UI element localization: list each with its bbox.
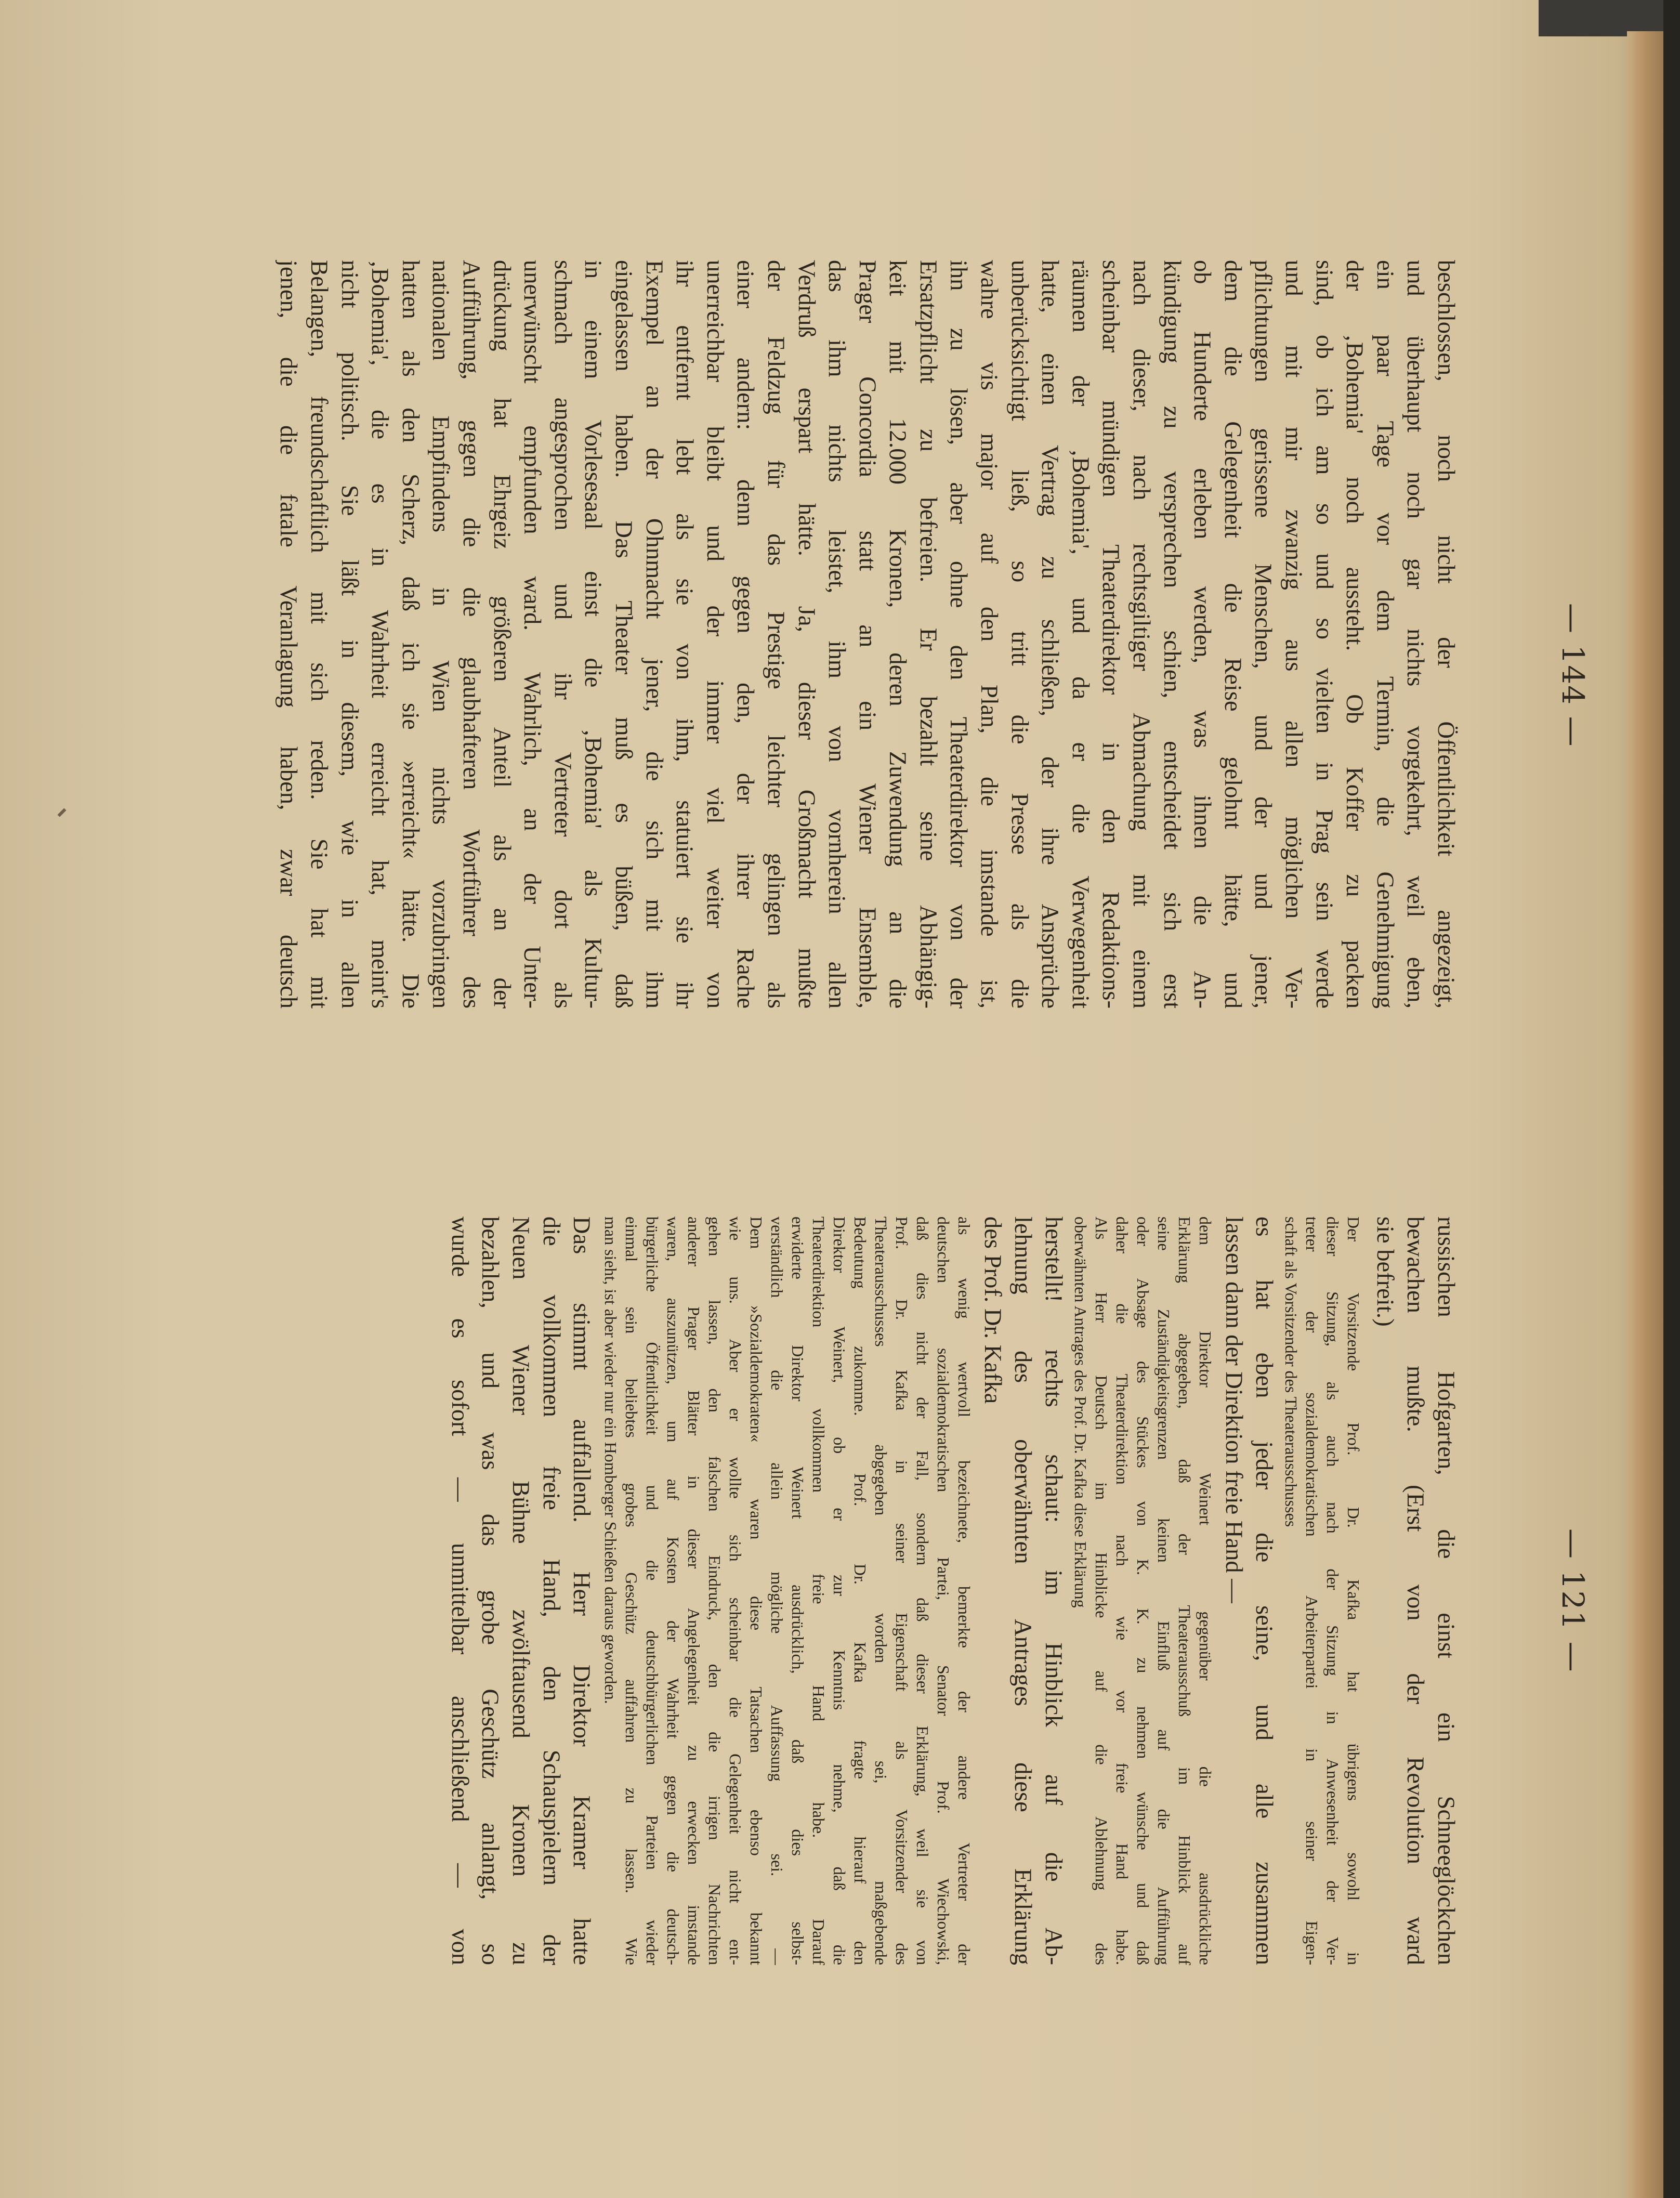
text-line: einer andern: denn gegen den, der ihrer Rache: [732, 260, 759, 1009]
quote-line: gehen lassen, den falschen Eindruck, den die irrigen Nachrichten: [705, 1216, 725, 1965]
page-144: [265, 260, 1591, 1009]
text-line: kündigung zu versprechen schien, entscheidet sich erst: [1158, 260, 1185, 1009]
page-121-text: [444, 1216, 1461, 1965]
text-line: hatten als den Scherz, daß ich sie »erreicht« hätte. Die: [397, 260, 424, 1009]
quote-line: wie uns. Aber er wollte sich scheinbar die Gelegenheit nicht ent-: [726, 1216, 745, 1965]
text-line: und mit mir zwanzig aus allen möglichen Ver-: [1280, 260, 1307, 1009]
text-line: und überhaupt noch gar nichts vorgekehrt, weil eben,: [1402, 260, 1429, 1009]
text-line: bewachen mußte. (Erst von der Revolution ward: [1402, 1216, 1429, 1965]
quote-line: Dem »Sozialdemokraten« waren diese Tatsachen ebenso bekannt: [747, 1216, 766, 1965]
text-line: sind, ob ich am so und so vielten in Prag sein werde: [1310, 260, 1337, 1009]
quote-line: daher die Theaterdirektion nach wie vor freie Hand habe.: [1113, 1216, 1132, 1965]
quote-line: anderer Prager Blätter in dieser Angelegenheit zu erwecken imstande: [685, 1216, 704, 1965]
page-number-121: — 121 —: [1555, 1528, 1591, 1673]
scan-border: [1663, 0, 1680, 2198]
text-line: Belangen, freundschaftlich mit sich reden. Sie hat mit: [306, 260, 333, 1009]
quote-line: oberwähnten Antrages des Prof. Dr. Kafka diese Erklärung: [1071, 1216, 1091, 1608]
quote-line: seine Zuständigkeitsgrenzen keinen Einfluß auf die Aufführung: [1154, 1216, 1174, 1965]
text-line: keit mit 12.000 Kronen, deren Zuwendung an die: [884, 260, 911, 1009]
quote-line: Bedeutung zukomme. Prof. Dr. Kafka fragte hierauf den: [851, 1216, 870, 1965]
text-line: schmach angesprochen und ihr Vertreter dort als: [549, 260, 576, 1009]
text-line: beschlossen, noch nicht der Öffentlichkeit angezeigt,: [1433, 260, 1459, 1009]
text-line: hatte, einen Vertrag zu schließen, der ihre Ansprüche: [1036, 260, 1064, 1009]
text-line: pflichtungen gerissene Menschen, und der und jener,: [1250, 260, 1277, 1009]
text-line: nationalen Empfindens in Wien nichts vorzubringen: [427, 260, 454, 1009]
text-line: eingelassen haben. Das Theater muß es büßen, daß: [610, 260, 637, 1009]
text-line: das ihm nichts leistet, ihm von vornherein allen: [823, 260, 850, 1009]
text-line: wahre vis major auf den Plan, die imstande ist,: [976, 260, 1003, 1009]
page-number-144: — 144 —: [1555, 603, 1591, 748]
text-line: dem die Gelegenheit die Reise gelohnt hätte, und: [1219, 260, 1246, 1009]
text-line: scheinbar mündigen Theaterdirektor in den Redaktions-: [1097, 260, 1124, 1009]
quote-line: deutschen sozialdemokratischen Partei, Senator Prof. Wiechowski,: [934, 1216, 953, 1965]
text-line: ihn zu lösen, aber ohne den Theaterdirektor von der: [945, 260, 972, 1009]
text-line: ihr entfernt lebt als sie von ihm, statuiert sie ihr: [671, 260, 698, 1009]
text-line: drückung hat Ehrgeiz größeren Anteil als an der: [488, 260, 515, 1009]
text-line: Aufführung, gegen die die glaubhafteren Wortführer des: [458, 260, 484, 1009]
page-121: [431, 1216, 1591, 1965]
text-line: Exempel an der Ohnmacht jener, die sich mit ihm: [640, 260, 667, 1009]
quote-line: oder Absage des Stückes von K. K. zu nehmen wünsche und daß: [1134, 1216, 1153, 1965]
text-line: lehnung des oberwähnten Antrages diese Erklärung: [1009, 1216, 1036, 1965]
quote-line: daß dies nicht der Fall, sondern daß dieser Erklärung, weil sie von: [913, 1216, 933, 1965]
text-line: der Feldzug für das Prestige leichter gelingen als: [762, 260, 789, 1009]
page-edge: [1627, 31, 1663, 2198]
text-line: Neuen Wiener Bühne zwölftausend Kronen zu: [507, 1216, 534, 1965]
text-line: nicht politisch. Sie läßt in diesem, wie in allen: [336, 260, 363, 1009]
quote-line: als wenig wertvoll bezeichnete, bemerkte der andere Vertreter der: [955, 1216, 974, 1965]
quote-line: erwiderte Direktor Weinert ausdrücklich, daß dies selbst-: [789, 1216, 808, 1965]
quote-line: Theaterausschusses abgegeben worden sei, maßgebende: [872, 1216, 891, 1965]
text-line: räumen der ‚Bohemia', und da er die Verwegenheit: [1067, 260, 1094, 1009]
quote-line: verständlich die allein mögliche Auffassung sei. —: [768, 1216, 787, 1965]
text-line: jenen, die die fatale Veranlagung haben, zwar deutsch: [275, 260, 302, 1009]
quote-line: Theaterdirektion vollkommen freie Hand habe. Darauf: [809, 1216, 829, 1965]
quote-line: dem Direktor Weinert gegenüber die ausdrückliche: [1196, 1216, 1215, 1965]
paragraph-gap: [1364, 1216, 1369, 1965]
text-line: Das stimmt auffallend. Herr Direktor Kramer hatte: [568, 1216, 595, 1965]
text-line: russischen Hofgarten, die einst ein Schneeglöckchen: [1433, 1216, 1459, 1965]
text-line: ob Hunderte erleben werden, was ihnen die An-: [1189, 260, 1216, 1009]
text-line: Ersatzpflicht zu befreien. Er bezahlt seine Abhängig-: [914, 260, 941, 1009]
text-line: unerwünscht empfunden ward. Wahrlich, an der Unter-: [519, 260, 546, 1009]
text-line: lassen dann der Direktion freie Hand —: [1220, 1216, 1247, 1603]
quote-line: treter der sozialdemokratischen Arbeiterpartei in seiner Eigen-: [1303, 1216, 1322, 1965]
text-line: wurde es sofort — unmittelbar anschließend — von: [446, 1216, 473, 1965]
text-line: herstellt! rechts schaut: im Hinblick auf die Ab-: [1040, 1216, 1067, 1965]
page-144-text: [273, 260, 1461, 1009]
quote-line: Prof. Dr. Kafka in seiner Eigenschaft als Vorsitzender des: [892, 1216, 912, 1965]
quote-line: Als Herr Deutsch im Hinblicke auf die Ablehnung des: [1092, 1216, 1111, 1965]
text-line: nach dieser, nach rechtsgiltiger Abmachung mit einem: [1128, 260, 1155, 1009]
text-line: sie befreit.): [1371, 1216, 1398, 1327]
text-line: Verdruß erspart hätte. Ja, dieser Großmacht mußte: [793, 260, 820, 1009]
quote-line: bürgerliche Öffentlichkeit und die deutschbürgerlichen Parteien wieder: [643, 1216, 662, 1965]
text-line: der ‚Bohemia' noch aussteht. Ob Koffer zu packen: [1341, 260, 1368, 1009]
text-line: ein paar Tage vor dem Termin, die Genehmigung: [1371, 260, 1398, 1009]
text-line: die vollkommen freie Hand, den Schauspielern der: [537, 1216, 565, 1965]
text-line: unberücksichtigt ließ, so tritt die Presse als die: [1006, 260, 1033, 1009]
quote-line: man sieht, ist aber wieder nur ein Homberger Schießen daraus geworden.: [601, 1216, 621, 1704]
quote-line: schaft als Vorsitzender des Theaterausschusses: [1282, 1216, 1301, 1527]
text-line: Prager Concordia statt an ein Wiener Ensemble,: [854, 260, 881, 1009]
text-line: es hat eben jeder die seine, und alle zusammen: [1251, 1216, 1278, 1965]
text-line: bezahlen, und was das grobe Geschütz anlangt, so: [477, 1216, 504, 1965]
quote-line: Der Vorsitzende Prof. Dr. Kafka hat übrigens sowohl in: [1344, 1216, 1363, 1965]
text-line: des Prof. Dr. Kafka: [979, 1216, 1006, 1404]
quote-line: einmal sein beliebtes grobes Geschütz auffahren zu lassen. Wie: [622, 1216, 641, 1965]
quote-line: dieser Sitzung, als auch nach der Sitzung in Anwesenheit der Ver-: [1323, 1216, 1343, 1965]
text-line: unerreichbar bleibt und der immer viel weiter von: [701, 260, 728, 1009]
quote-line: waren, auszunützen, um auf Kosten der Wahrheit gegen die deutsch-: [664, 1216, 683, 1965]
paragraph-gap: [596, 1216, 600, 1965]
text-line: in einem Vorlesesaal einst die ‚Bohemia' als Kultur-: [580, 260, 607, 1009]
quote-line: Erklärung abgegeben, daß der Theaterausschuß im Hinblick auf: [1175, 1216, 1195, 1965]
quote-line: Direktor Weinert, ob er zur Kenntnis nehme, daß die: [830, 1216, 849, 1965]
text-line: ‚Bohemia', die es in Wahrheit erreicht hat, meint's: [366, 260, 393, 1009]
